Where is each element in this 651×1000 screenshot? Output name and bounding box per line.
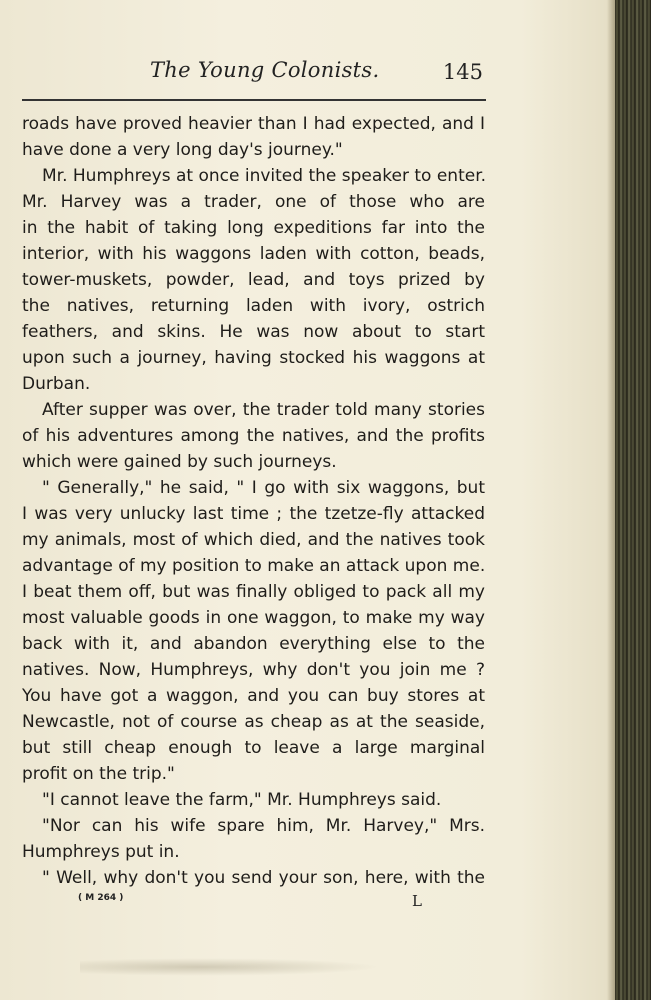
text-line: advantage of my position to make an attack upon me. [22,556,486,576]
text-line: "Nor can his wife spare him, Mr. Harvey," Mrs. [42,816,485,836]
signature-letter: L [412,892,422,910]
text-line: back with it, and abandon everything else to the [22,634,485,654]
text-line: upon such a journey, having stocked his waggons at [22,348,485,368]
text-line: I was very unlucky last time ; the tzetze-fly attacked [22,504,485,524]
signature-mark: ( M 264 ) [78,893,124,903]
text-line: which were gained by such journeys. [22,452,337,472]
text-line: natives. Now, Humphreys, why don't you join me ? [22,660,485,680]
text-line: interior, with his waggons laden with cotton, beads, [22,244,485,264]
text-line: Newcastle, not of course as cheap as at the seaside, [22,712,485,732]
text-line: of his adventures among the natives, and the profits [22,426,485,446]
text-line: my animals, most of which died, and the natives took [22,530,485,550]
text-line: most valuable goods in one waggon, to make my way [22,608,485,628]
text-line: in the habit of taking long expeditions far into the [22,218,485,238]
page-header [22,58,485,94]
text-line: Mr. Harvey was a trader, one of those who are [22,192,485,212]
book-binding-edge [615,0,651,1000]
text-line: tower-muskets, powder, lead, and toys prized by [22,270,485,290]
text-line: profit on the trip." [22,764,175,784]
text-line: Humphreys put in. [22,842,180,862]
body-text [22,111,485,891]
text-line: After supper was over, the trader told many stories [42,400,485,420]
paper-smudge [80,958,380,976]
text-line: " Generally," he said, " I go with six waggons, but [42,478,485,498]
text-line: have done a very long day's journey." [22,140,343,160]
text-line: roads have proved heavier than I had expected, and I [22,114,485,134]
text-line: Durban. [22,374,91,394]
text-line: feathers, and skins. He was now about to start [22,322,485,342]
text-line: "I cannot leave the farm," Mr. Humphreys said. [42,790,442,810]
header-rule [22,99,486,101]
page-footer [22,888,485,910]
page-number: 145 [442,60,483,84]
text-line: but still cheap enough to leave a large marginal [22,738,485,758]
text-line: I beat them off, but was finally obliged to pack all my [22,582,485,602]
running-title: The Young Colonists. [150,58,380,82]
text-line: the natives, returning laden with ivory, ostrich [22,296,485,316]
text-line: Mr. Humphreys at once invited the speaker to enter. [42,166,487,186]
text-line: " Well, why don't you send your son, here, with the [42,868,485,888]
text-line: You have got a waggon, and you can buy stores at [22,686,485,706]
